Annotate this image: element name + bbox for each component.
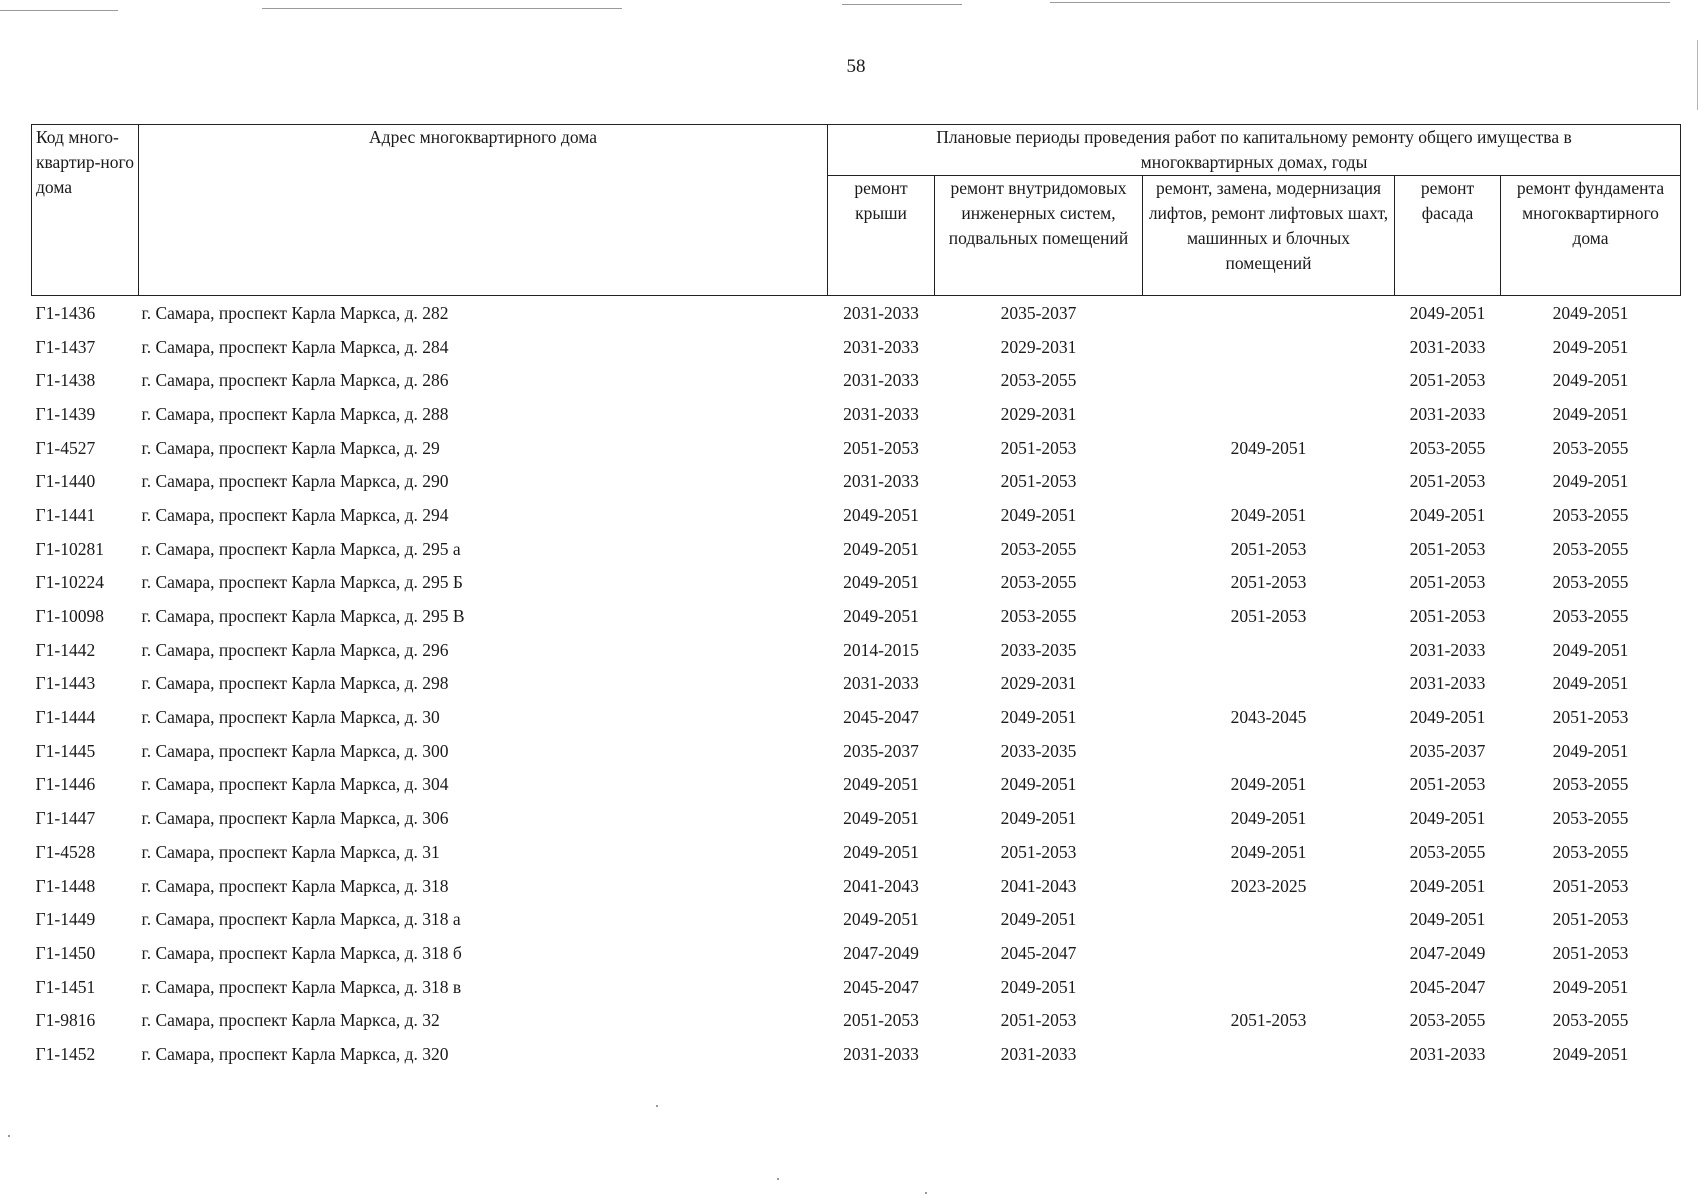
repair-schedule-table xyxy=(31,124,1681,1071)
cell-address: г. Самара, проспект Карла Маркса, д. 318 а xyxy=(141,909,461,930)
cell-engineering: 2033-2035 xyxy=(1000,639,1077,660)
cell-facade: 2053-2055 xyxy=(1409,437,1486,458)
cell-engineering: 2053-2055 xyxy=(1000,606,1077,627)
cell-facade: 2049-2051 xyxy=(1409,707,1486,728)
cell-facade: 2047-2049 xyxy=(1409,942,1486,963)
cell-code: Г1-1446 xyxy=(35,774,96,795)
cell-elevators xyxy=(1143,667,1395,701)
cell-elevators: 2049-2051 xyxy=(1230,774,1307,795)
cell-address: г. Самара, проспект Карла Маркса, д. 290 xyxy=(141,471,449,492)
cell-code: Г1-1443 xyxy=(35,673,96,694)
cell-foundation: 2053-2055 xyxy=(1552,841,1629,862)
cell-address: г. Самара, проспект Карла Маркса, д. 32 xyxy=(141,1010,440,1031)
cell-facade: 2045-2047 xyxy=(1409,976,1486,997)
cell-engineering: 2029-2031 xyxy=(1000,336,1077,357)
scan-edge-line xyxy=(1050,2,1670,3)
table-row xyxy=(32,869,1681,903)
cell-engineering: 2029-2031 xyxy=(1000,403,1077,424)
cell-address: г. Самара, проспект Карла Маркса, д. 295 В xyxy=(141,606,465,627)
cell-elevators: 2051-2053 xyxy=(1230,572,1307,593)
cell-code: Г1-1437 xyxy=(35,336,96,357)
cell-facade: 2049-2051 xyxy=(1409,302,1486,323)
cell-elevators xyxy=(1143,1037,1395,1071)
cell-address: г. Самара, проспект Карла Маркса, д. 318 xyxy=(141,875,449,896)
table-row xyxy=(32,330,1681,364)
header-engineering: ремонт внутридомовых инженерных систем, подвальных помещений xyxy=(935,176,1143,296)
cell-facade: 2053-2055 xyxy=(1409,1010,1486,1031)
cell-address: г. Самара, проспект Карла Маркса, д. 295 а xyxy=(141,538,461,559)
cell-facade: 2049-2051 xyxy=(1409,808,1486,829)
cell-code: Г1-1439 xyxy=(35,403,96,424)
table-row xyxy=(32,667,1681,701)
cell-facade: 2031-2033 xyxy=(1409,639,1486,660)
table-row xyxy=(32,599,1681,633)
cell-foundation: 2049-2051 xyxy=(1552,673,1629,694)
header-elevators: ремонт, замена, модернизация лифтов, ремонт лифтовых шахт, машинных и блочных помещений xyxy=(1143,176,1395,296)
table-row xyxy=(32,397,1681,431)
cell-engineering: 2035-2037 xyxy=(1000,302,1077,323)
cell-roof: 2049-2051 xyxy=(843,504,919,525)
cell-address: г. Самара, проспект Карла Маркса, д. 286 xyxy=(141,370,449,391)
cell-engineering: 2051-2053 xyxy=(1000,841,1077,862)
page-number: 58 xyxy=(846,56,866,77)
cell-elevators xyxy=(1143,363,1395,397)
cell-address: г. Самара, проспект Карла Маркса, д. 29 xyxy=(141,437,440,458)
cell-engineering: 2049-2051 xyxy=(1000,774,1077,795)
cell-elevators: 2023-2025 xyxy=(1230,875,1307,896)
cell-roof: 2014-2015 xyxy=(843,639,919,660)
cell-facade: 2031-2033 xyxy=(1409,336,1486,357)
table-row xyxy=(32,532,1681,566)
cell-elevators xyxy=(1143,330,1395,364)
header-code: Код много-квартир-ного дома xyxy=(32,125,139,296)
header-facade: ремонт фасада xyxy=(1395,176,1501,296)
cell-foundation: 2053-2055 xyxy=(1552,504,1629,525)
table-row xyxy=(32,633,1681,667)
header-roof: ремонт крыши xyxy=(828,176,935,296)
cell-roof: 2051-2053 xyxy=(843,437,919,458)
cell-code: Г1-1444 xyxy=(35,707,96,728)
cell-roof: 2031-2033 xyxy=(843,302,919,323)
cell-foundation: 2049-2051 xyxy=(1552,740,1629,761)
cell-code: Г1-10281 xyxy=(35,538,104,559)
cell-facade: 2051-2053 xyxy=(1409,572,1486,593)
cell-address: г. Самара, проспект Карла Маркса, д. 31 xyxy=(141,841,440,862)
cell-elevators: 2051-2053 xyxy=(1230,1010,1307,1031)
cell-address: г. Самара, проспект Карла Маркса, д. 318 б xyxy=(141,942,462,963)
cell-engineering: 2049-2051 xyxy=(1000,976,1077,997)
cell-foundation: 2051-2053 xyxy=(1552,707,1629,728)
table-row xyxy=(32,835,1681,869)
cell-elevators xyxy=(1143,397,1395,431)
cell-engineering: 2053-2055 xyxy=(1000,538,1077,559)
cell-roof: 2041-2043 xyxy=(843,875,919,896)
cell-engineering: 2049-2051 xyxy=(1000,909,1077,930)
cell-engineering: 2051-2053 xyxy=(1000,471,1077,492)
cell-engineering: 2053-2055 xyxy=(1000,370,1077,391)
cell-facade: 2051-2053 xyxy=(1409,606,1486,627)
table-row xyxy=(32,296,1681,330)
cell-code: Г1-1445 xyxy=(35,740,96,761)
cell-facade: 2051-2053 xyxy=(1409,471,1486,492)
cell-roof: 2031-2033 xyxy=(843,370,919,391)
table-row xyxy=(32,734,1681,768)
cell-engineering: 2049-2051 xyxy=(1000,808,1077,829)
table-row xyxy=(32,1037,1681,1071)
cell-engineering: 2049-2051 xyxy=(1000,504,1077,525)
table-row xyxy=(32,970,1681,1004)
table-row xyxy=(32,801,1681,835)
cell-roof: 2047-2049 xyxy=(843,942,919,963)
cell-code: Г1-10098 xyxy=(35,606,104,627)
cell-elevators: 2049-2051 xyxy=(1230,437,1307,458)
cell-code: Г1-1440 xyxy=(35,471,96,492)
cell-engineering: 2049-2051 xyxy=(1000,707,1077,728)
cell-engineering: 2051-2053 xyxy=(1000,1010,1077,1031)
cell-foundation: 2049-2051 xyxy=(1552,370,1629,391)
table-row xyxy=(32,498,1681,532)
cell-foundation: 2049-2051 xyxy=(1552,976,1629,997)
cell-code: Г1-4528 xyxy=(35,841,96,862)
cell-engineering: 2051-2053 xyxy=(1000,437,1077,458)
cell-code: Г1-1451 xyxy=(35,976,96,997)
cell-engineering: 2033-2035 xyxy=(1000,740,1077,761)
cell-engineering: 2031-2033 xyxy=(1000,1043,1077,1064)
cell-foundation: 2049-2051 xyxy=(1552,403,1629,424)
cell-foundation: 2051-2053 xyxy=(1552,875,1629,896)
cell-address: г. Самара, проспект Карла Маркса, д. 288 xyxy=(141,403,449,424)
table-row xyxy=(32,1003,1681,1037)
cell-code: Г1-4527 xyxy=(35,437,96,458)
header-foundation: ремонт фундамента многоквартирного дома xyxy=(1501,176,1681,296)
cell-address: г. Самара, проспект Карла Маркса, д. 282 xyxy=(141,302,449,323)
cell-facade: 2051-2053 xyxy=(1409,774,1486,795)
cell-roof: 2031-2033 xyxy=(843,673,919,694)
cell-roof: 2045-2047 xyxy=(843,976,919,997)
table-row xyxy=(32,566,1681,600)
cell-foundation: 2049-2051 xyxy=(1552,302,1629,323)
table-row xyxy=(32,431,1681,465)
cell-address: г. Самара, проспект Карла Маркса, д. 298 xyxy=(141,673,449,694)
cell-facade: 2031-2033 xyxy=(1409,1043,1486,1064)
cell-roof: 2049-2051 xyxy=(843,606,919,627)
cell-facade: 2051-2053 xyxy=(1409,538,1486,559)
cell-foundation: 2053-2055 xyxy=(1552,808,1629,829)
cell-code: Г1-1450 xyxy=(35,942,96,963)
scan-speck xyxy=(8,1135,10,1137)
cell-elevators: 2051-2053 xyxy=(1230,606,1307,627)
cell-engineering: 2045-2047 xyxy=(1000,942,1077,963)
scan-edge-line xyxy=(0,10,118,11)
scan-speck xyxy=(925,1192,927,1194)
cell-elevators xyxy=(1143,464,1395,498)
table-row xyxy=(32,936,1681,970)
cell-foundation: 2049-2051 xyxy=(1552,336,1629,357)
cell-roof: 2031-2033 xyxy=(843,1043,919,1064)
cell-roof: 2049-2051 xyxy=(843,774,919,795)
cell-elevators xyxy=(1143,902,1395,936)
cell-elevators: 2049-2051 xyxy=(1230,808,1307,829)
cell-foundation: 2051-2053 xyxy=(1552,909,1629,930)
cell-roof: 2049-2051 xyxy=(843,538,919,559)
cell-facade: 2049-2051 xyxy=(1409,504,1486,525)
cell-code: Г1-1452 xyxy=(35,1043,96,1064)
cell-elevators xyxy=(1143,633,1395,667)
cell-elevators xyxy=(1143,970,1395,1004)
cell-elevators: 2049-2051 xyxy=(1230,504,1307,525)
cell-address: г. Самара, проспект Карла Маркса, д. 318 в xyxy=(141,976,462,997)
scan-edge-line xyxy=(262,8,622,9)
cell-foundation: 2049-2051 xyxy=(1552,1043,1629,1064)
cell-foundation: 2049-2051 xyxy=(1552,471,1629,492)
cell-foundation: 2053-2055 xyxy=(1552,1010,1629,1031)
cell-elevators: 2049-2051 xyxy=(1230,841,1307,862)
cell-facade: 2051-2053 xyxy=(1409,370,1486,391)
cell-foundation: 2053-2055 xyxy=(1552,606,1629,627)
cell-facade: 2053-2055 xyxy=(1409,841,1486,862)
cell-facade: 2035-2037 xyxy=(1409,740,1486,761)
cell-address: г. Самара, проспект Карла Маркса, д. 300 xyxy=(141,740,449,761)
cell-elevators xyxy=(1143,936,1395,970)
cell-address: г. Самара, проспект Карла Маркса, д. 306 xyxy=(141,808,449,829)
cell-facade: 2049-2051 xyxy=(1409,875,1486,896)
cell-roof: 2031-2033 xyxy=(843,403,919,424)
cell-code: Г1-1441 xyxy=(35,504,96,525)
header-address: Адрес многоквартирного дома xyxy=(139,125,828,296)
cell-facade: 2049-2051 xyxy=(1409,909,1486,930)
table-row xyxy=(32,700,1681,734)
cell-address: г. Самара, проспект Карла Маркса, д. 304 xyxy=(141,774,449,795)
cell-foundation: 2049-2051 xyxy=(1552,639,1629,660)
cell-foundation: 2053-2055 xyxy=(1552,437,1629,458)
cell-roof: 2031-2033 xyxy=(843,471,919,492)
cell-address: г. Самара, проспект Карла Маркса, д. 320 xyxy=(141,1043,449,1064)
cell-roof: 2049-2051 xyxy=(843,572,919,593)
cell-code: Г1-1447 xyxy=(35,808,96,829)
cell-facade: 2031-2033 xyxy=(1409,403,1486,424)
cell-code: Г1-1436 xyxy=(35,302,96,323)
cell-roof: 2045-2047 xyxy=(843,707,919,728)
cell-foundation: 2053-2055 xyxy=(1552,572,1629,593)
cell-address: г. Самара, проспект Карла Маркса, д. 296 xyxy=(141,639,449,660)
cell-engineering: 2041-2043 xyxy=(1000,875,1077,896)
cell-address: г. Самара, проспект Карла Маркса, д. 30 xyxy=(141,707,440,728)
table-row xyxy=(32,768,1681,802)
cell-elevators: 2043-2045 xyxy=(1230,707,1307,728)
cell-engineering: 2029-2031 xyxy=(1000,673,1077,694)
cell-code: Г1-1448 xyxy=(35,875,96,896)
cell-foundation: 2051-2053 xyxy=(1552,942,1629,963)
table-row xyxy=(32,902,1681,936)
cell-facade: 2031-2033 xyxy=(1409,673,1486,694)
cell-roof: 2049-2051 xyxy=(843,841,919,862)
header-periods-group: Плановые периоды проведения работ по капитальному ремонту общего имущества в многоквартирных домах, годы xyxy=(828,125,1681,176)
cell-foundation: 2053-2055 xyxy=(1552,538,1629,559)
cell-elevators xyxy=(1143,734,1395,768)
cell-address: г. Самара, проспект Карла Маркса, д. 295 Б xyxy=(141,572,463,593)
cell-roof: 2035-2037 xyxy=(843,740,919,761)
table-row xyxy=(32,464,1681,498)
cell-code: Г1-1438 xyxy=(35,370,96,391)
cell-code: Г1-10224 xyxy=(35,572,104,593)
cell-engineering: 2053-2055 xyxy=(1000,572,1077,593)
table-row xyxy=(32,363,1681,397)
cell-address: г. Самара, проспект Карла Маркса, д. 294 xyxy=(141,504,449,525)
scan-speck xyxy=(777,1178,779,1180)
table-body xyxy=(32,296,1681,1071)
cell-elevators xyxy=(1143,296,1395,330)
cell-foundation: 2053-2055 xyxy=(1552,774,1629,795)
scan-speck xyxy=(656,1105,658,1107)
cell-roof: 2051-2053 xyxy=(843,1010,919,1031)
cell-code: Г1-9816 xyxy=(35,1010,96,1031)
cell-address: г. Самара, проспект Карла Маркса, д. 284 xyxy=(141,336,449,357)
cell-code: Г1-1442 xyxy=(35,639,96,660)
scan-edge-line xyxy=(842,4,962,5)
cell-elevators: 2051-2053 xyxy=(1230,538,1307,559)
cell-code: Г1-1449 xyxy=(35,909,96,930)
cell-roof: 2031-2033 xyxy=(843,336,919,357)
cell-roof: 2049-2051 xyxy=(843,808,919,829)
cell-roof: 2049-2051 xyxy=(843,909,919,930)
